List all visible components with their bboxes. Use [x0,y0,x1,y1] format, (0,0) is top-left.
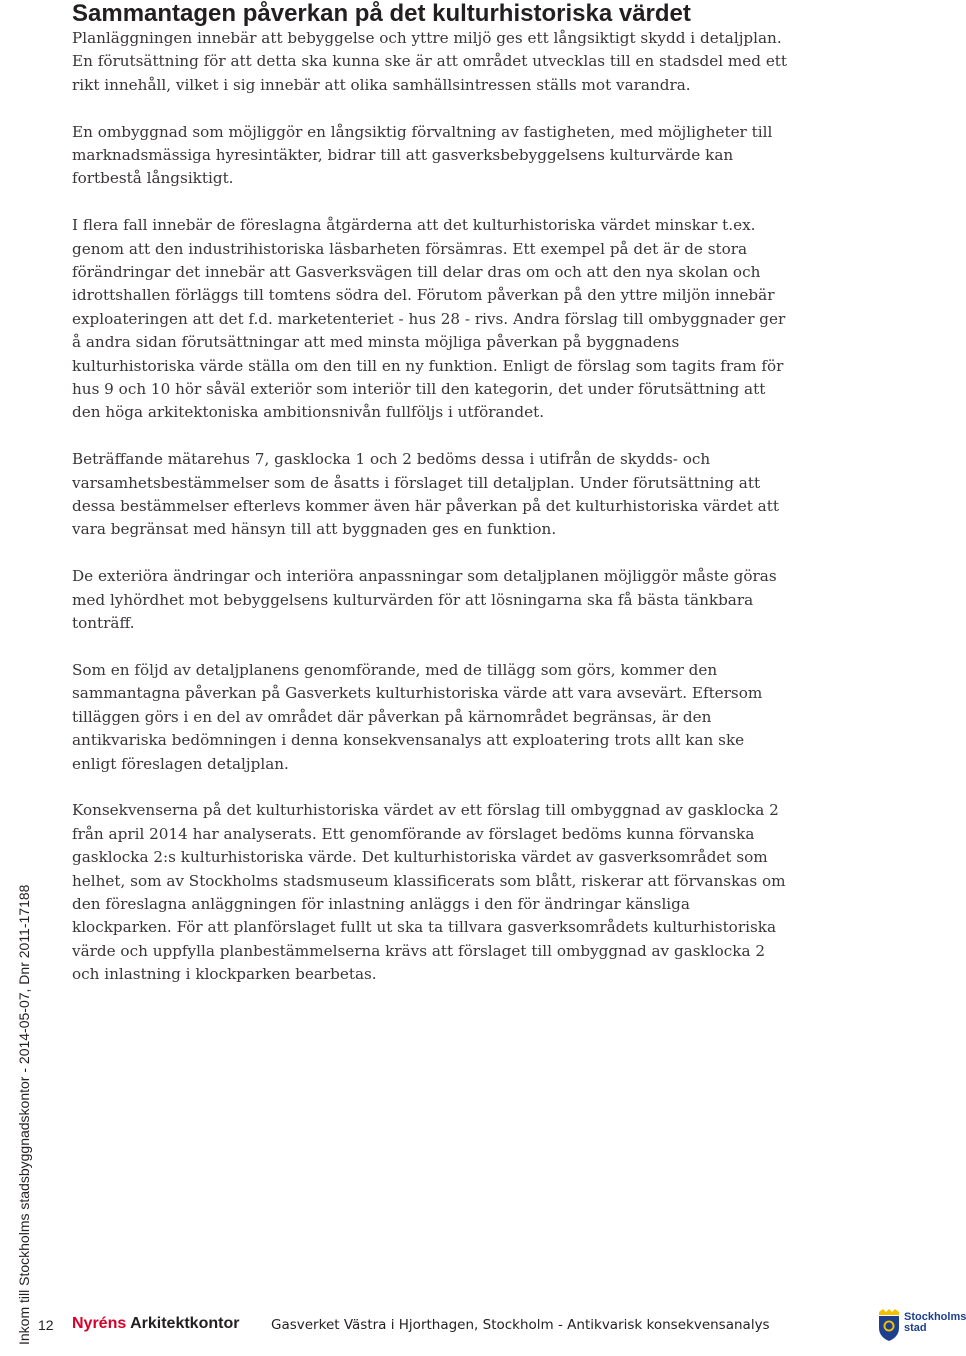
page-footer [0,1300,966,1356]
paragraph: Planläggningen innebär att bebyggelse och yttre miljö ges ett långsiktigt skydd i detaljplan. En förutsättning för att detta ska kunna ske är att området utvecklas till en stadsdel med ett rikt innehåll, vilket i sig innebär att olika samhällsintressen ställs mot varandra. [72,29,788,94]
page-title: Sammantagen påverkan på det kulturhistoriska värdet [72,0,691,27]
paragraph: Konsekvenserna på det kulturhistoriska värdet av ett förslag till ombyggnad av gasklocka 2 från april 2014 har analyserats. Ett genomförande av förslaget bedöms kunna förvanska gasklocka 2:s kulturhistoriska värde. Det kulturhistoriska värdet av gasverksområdet som helhet, som av Stockholms stadsmuseum klassificerats som blått, riskerar att förvanskas om den föreslagna anläggningen för inlastning anläggs i den för ändringar känsliga klockparken. För att planförslaget fullt ut ska ta tillvara gasverksområdets kulturhistoriska värde och uppfylla planbestämmelserna krävs att förslaget till ombyggnad av gasklocka 2 och inlastning i klockparken bearbetas. [72,801,786,984]
paragraph: En ombyggnad som möjliggör en långsiktig förvaltning av fastigheten, med möjligheter till marknadsmässiga hyresintäkter, bidrar till att gasverksbebyggelsens kulturvärde kan fortbestå långsiktigt. [72,122,773,188]
brand-logo [72,1315,239,1333]
paragraph: Som en följd av detaljplanens genomförande, med de tillägg som görs, kommer den sammantagna påverkan på Gasverkets kulturhistoriska värde att vara avsevärt. Eftersom tilläggen görs i en del av området där påverkan på kärnområdet begränsas, är den antikvariska bedömningen i denna konsekvensanalys att exploatering trots allt kan ske enligt föreslagen detaljplan. [72,660,763,773]
paragraph: I flera fall innebär de föreslagna åtgärderna att det kulturhistoriska värdet minskar t.ex. genom att den industrihistoriska läsbarheten försämras. Ett exempel på det är de stora förändringar det innebär att Gasverksvägen till delar dras om och att den nya skolan och idrottshallen förläggs till tomtens södra del. Förutom påverkan på den yttre miljön innebär exploateringen att det f.d. marketenteriet - hus 28 - rivs. Andra förslag till ombyggnader ger å andra sidan förutsättningar att med minsta möjliga påverkan på byggnadens kulturhistoriska värde ställa om den till en ny funktion. Enligt de förslag som tagits fram för hus 9 och 10 hör såväl exteriör som interiör till den kategorin, det under förutsättning att den höga arkitektoniska ambitionsnivån fullföljs i utförandet. [72,216,786,422]
body-text [72,27,792,1010]
paragraph: De exteriöra ändringar och interiöra anpassningar som detaljplanen möjliggör måste göras med lyhördhet mot bebyggelsens kulturvärden för att lösningarna ska få bästa tänkbara tonträff. [72,567,777,633]
brand-suffix: Arkitektkontor [126,1315,240,1332]
logo-text: Stockholms stad [904,1311,966,1334]
document-title: Gasverket Västra i Hjorthagen, Stockholm - Antikvarisk konsekvensanalys [271,1317,770,1333]
crown-shield-icon [876,1308,902,1342]
receipt-stamp: Inkom till Stockholms stadsbyggnadskontor - 2014-05-07, Dnr 2011-17188 [16,884,32,1345]
page-number: 12 [38,1317,54,1333]
brand-name: Nyréns [72,1315,127,1332]
stockholms-stad-logo [876,1308,966,1344]
paragraph: Beträffande mätarehus 7, gasklocka 1 och 2 bedöms dessa i utifrån de skydds- och varsamhetsbestämmelser som de åsatts i förslaget till detaljplan. Under förutsättning att dessa bestämmelser efterlevs kommer även här påverkan på det kulturhistoriska värdet att vara begränsat med hänsyn till att byggnaden ges en funktion. [72,450,779,539]
